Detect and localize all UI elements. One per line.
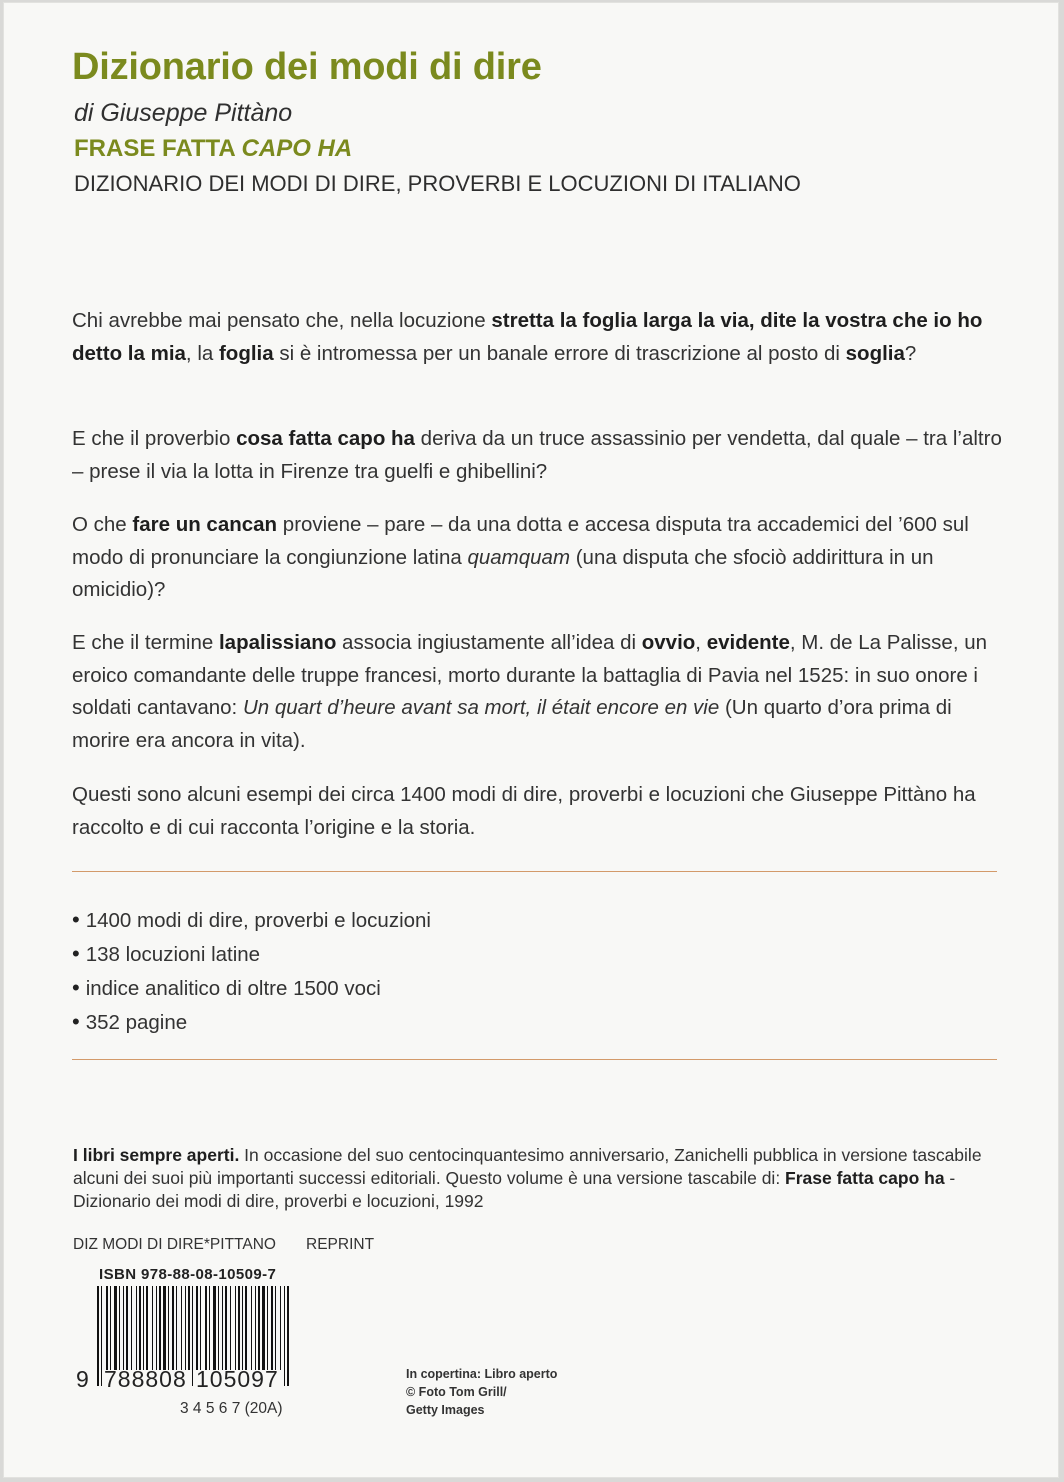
barcode-bar [163, 1286, 166, 1370]
barcode-bar [168, 1286, 169, 1370]
barcode-right-digits: 105097 [196, 1366, 279, 1392]
barcode-bar [126, 1286, 128, 1370]
barcode-bar [131, 1286, 132, 1370]
features-list [72, 903, 431, 1039]
barcode-bar [97, 1286, 99, 1386]
barcode-left-digits: 788808 [104, 1366, 187, 1392]
list-item: • indice analitico di oltre 1500 voci [72, 971, 431, 1005]
barcode-bar [106, 1286, 108, 1370]
barcode-bar [255, 1286, 256, 1370]
book-subtitle: FRASE FATTA CAPO HA [74, 135, 353, 162]
list-item: • 138 locuzioni latine [72, 937, 431, 971]
barcode-bar [280, 1286, 281, 1370]
barcode-bar [172, 1286, 174, 1370]
barcode-bar [101, 1286, 102, 1386]
blurb-paragraph-2: E che il proverbio cosa fatta capo ha deriva da un truce assassinio per vendetta, dal quale – tra l’altro – prese il via la lotta in Firenze tra guelfi e ghibellini? [72, 427, 1002, 483]
barcode-bar [209, 1286, 210, 1370]
isbn: ISBN 978-88-08-10509-7 [99, 1266, 277, 1283]
product-code: DIZ MODI DI DIRE*PITTANO [73, 1236, 276, 1253]
barcode-first-digit: 9 [76, 1366, 90, 1392]
blurb-paragraph-1: Chi avrebbe mai pensato che, nella locuzione stretta la foglia larga la via, dite la vostra che io ho detto la mia, la foglia si è intromessa per un banale errore di trascrizione al posto di soglia? [72, 309, 983, 365]
barcode-bar [235, 1286, 236, 1370]
barcode-bar [287, 1286, 289, 1386]
barcode-bar [238, 1286, 240, 1370]
barcode-bar [196, 1286, 198, 1370]
barcode-bar [275, 1286, 276, 1370]
series-note: I libri sempre aperti. In occasione del suo centocinquantesimo anniversario, Zanichelli pubblica in versione tascabile alcuni dei suoi più importanti successi editoriali. Questo volume è una versione tascabile di: Frase fatta capo ha - Dizionario dei modi di dire, proverbi e locuzioni, 1992 [73, 1145, 982, 1211]
barcode-bar [139, 1286, 141, 1370]
barcode-bar [123, 1286, 124, 1370]
barcode-bar [245, 1286, 247, 1370]
barcode-bar [156, 1286, 157, 1370]
barcode-bar [213, 1286, 216, 1370]
barcode-bar [242, 1286, 243, 1370]
barcode-bar [262, 1286, 265, 1370]
list-item: • 352 pagine [72, 1005, 431, 1039]
barcode-bar [271, 1286, 273, 1370]
list-item: • 1400 modi di dire, proverbi e locuzioni [72, 903, 431, 937]
barcode-bar [143, 1286, 144, 1370]
divider-top [72, 871, 997, 872]
barcode-bar [230, 1286, 231, 1370]
barcode-bar [176, 1286, 177, 1370]
barcode-bar [284, 1286, 285, 1386]
barcode-bar [188, 1286, 190, 1370]
barcode-bar [110, 1286, 111, 1370]
print-code: 3 4 5 6 7 (20A) [180, 1400, 283, 1417]
barcode-bar [267, 1286, 268, 1370]
book-author: di Giuseppe Pittàno [74, 99, 293, 127]
barcode-bar [218, 1286, 219, 1370]
barcode-bar [185, 1286, 186, 1370]
barcode-bar [146, 1286, 148, 1370]
barcode-bar [205, 1286, 207, 1370]
barcode-bar [258, 1286, 260, 1370]
divider-bottom [72, 1059, 997, 1060]
barcode-bar [225, 1286, 227, 1370]
barcode-bar [192, 1286, 193, 1386]
barcode-bar [114, 1286, 117, 1370]
book-title: Dizionario dei modi di dire [72, 46, 542, 88]
cover-credit: In copertina: Libro aperto © Foto Tom Grill/ Getty Images [406, 1367, 558, 1417]
barcode-bar [136, 1286, 137, 1370]
blurb-paragraph-4: E che il termine lapalissiano associa ingiustamente all’idea di ovvio, evidente, M. de La Palisse, un eroico comandante delle truppe francesi, morto durante la battaglia di Pavia nel 1525: in suo onore i soldati cantavano: Un quart d’heure avant sa mort, il était encore en vie (Un quarto d’ora prima di morire era ancora in vita). [72, 631, 988, 752]
barcode-bar [181, 1286, 182, 1370]
reprint-label: REPRINT [306, 1236, 375, 1253]
blurb-paragraph-5: Questi sono alcuni esempi dei circa 1400 modi di dire, proverbi e locuzioni che Giuseppe Pittàno ha raccolto e di cui racconta l’origine e la storia. [72, 783, 976, 839]
book-tagline: DIZIONARIO DEI MODI DI DIRE, PROVERBI E LOCUZIONI DI ITALIANO [74, 171, 801, 196]
barcode-bar [152, 1286, 153, 1370]
barcode-bar [200, 1286, 201, 1370]
barcode-bar [119, 1286, 120, 1370]
blurb-paragraph-3: O che fare un cancan proviene – pare – da una dotta e accesa disputa tra accademici del ’600 sul modo di pronunciare la congiunzione latina quamquam (una disputa che sfociò addirittura in un omicidio)? [72, 513, 969, 601]
barcode-bar [251, 1286, 252, 1370]
barcode-bar [159, 1286, 161, 1370]
barcode-bar [222, 1286, 223, 1370]
